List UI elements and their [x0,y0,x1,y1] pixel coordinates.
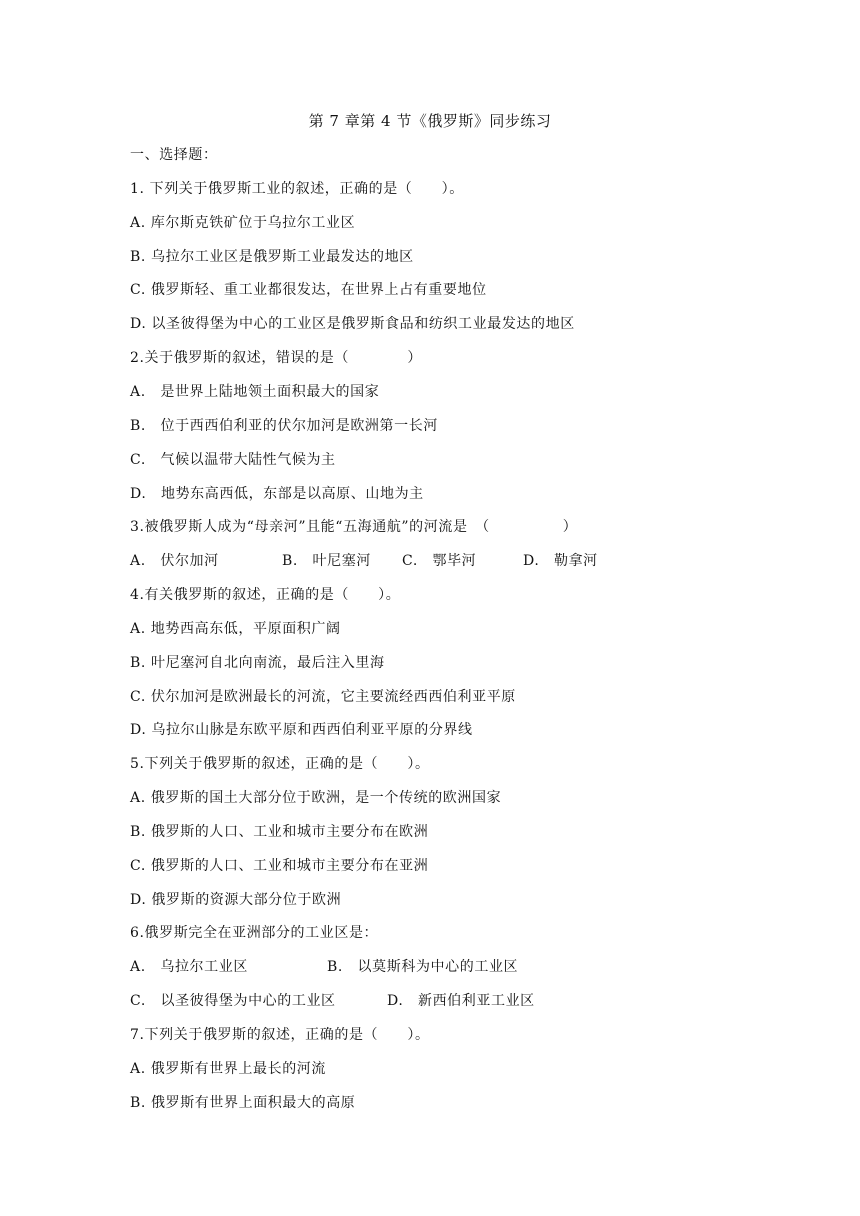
question-4-option-b: B. 叶尼塞河自北向南流，最后注入里海 [130,655,385,671]
question-5-option-b: B. 俄罗斯的人口、工业和城市主要分布在欧洲 [130,824,429,840]
question-6-options-row-1 [130,957,690,977]
question-2-option-a: A. 是世界上陆地领土面积最大的国家 [130,384,380,400]
question-2-option-c: C. 气候以温带大陆性气候为主 [130,452,336,468]
question-7-stem: 7.下列关于俄罗斯的叙述，正确的是（ ）。 [130,1027,430,1043]
question-6-stem: 6.俄罗斯完全在亚洲部分的工业区是： [130,925,379,941]
question-1-option-b: B. 乌拉尔工业区是俄罗斯工业最发达的地区 [130,249,414,265]
question-6-options-row-2 [130,991,690,1011]
question-6-option-a: A. 乌拉尔工业区 [130,959,248,975]
question-7-option-a: A. 俄罗斯有世界上最长的河流 [130,1061,327,1077]
question-1-option-a: A. 库尔斯克铁矿位于乌拉尔工业区 [130,215,356,231]
question-5-option-c: C. 俄罗斯的人口、工业和城市主要分布在亚洲 [130,858,429,874]
question-6-option-c: C. 以圣彼得堡为中心的工业区 [130,993,336,1009]
question-3-stem: 3.被俄罗斯人成为“母亲河”且能“五海通航”的河流是 （ ） [130,519,578,535]
question-1-option-d: D. 以圣彼得堡为中心的工业区是俄罗斯食品和纺织工业最发达的地区 [130,316,575,332]
question-2-option-b: B. 位于西西伯利亚的伏尔加河是欧洲第一长河 [130,418,438,434]
question-7-option-b: B. 俄罗斯有世界上面积最大的高原 [130,1095,356,1111]
question-6-option-d: D. 新西伯利亚工业区 [387,993,535,1009]
question-6-option-b: B. 以莫斯科为中心的工业区 [327,959,519,975]
question-3-option-d: D. 勒拿河 [523,553,598,569]
question-4-option-d: D. 乌拉尔山脉是东欧平原和西西伯利亚平原的分界线 [130,722,473,738]
question-4-stem: 4.有关俄罗斯的叙述，正确的是（ ）。 [130,587,401,603]
question-1-option-c: C. 俄罗斯轻、重工业都很发达，在世界上占有重要地位 [130,282,487,298]
question-3-option-c: C. 鄂毕河 [402,553,477,569]
page-title: 第 7 章第 4 节《俄罗斯》同步练习 [308,112,552,130]
question-4-option-a: A. 地势西高东低，平原面积广阔 [130,621,341,637]
question-4-option-c: C. 伏尔加河是欧洲最长的河流，它主要流经西西伯利亚平原 [130,689,516,705]
question-5-option-d: D. 俄罗斯的资源大部分位于欧洲 [130,892,342,908]
question-2-stem: 2.关于俄罗斯的叙述，错误的是（ ） [130,350,422,366]
question-2-option-d: D. 地势东高西低，东部是以高原、山地为主 [130,486,424,502]
question-5-stem: 5.下列关于俄罗斯的叙述，正确的是（ ）。 [130,756,430,772]
question-3-option-b: B. 叶尼塞河 [282,553,371,569]
question-3-options-row [130,551,690,571]
question-5-option-a: A. 俄罗斯的国土大部分位于欧洲，是一个传统的欧洲国家 [130,790,502,806]
section-heading: 一、选择题： [130,147,218,163]
question-1-stem: 1. 下列关于俄罗斯工业的叙述，正确的是（ ）。 [130,181,464,197]
question-3-option-a: A. 伏尔加河 [130,553,219,569]
